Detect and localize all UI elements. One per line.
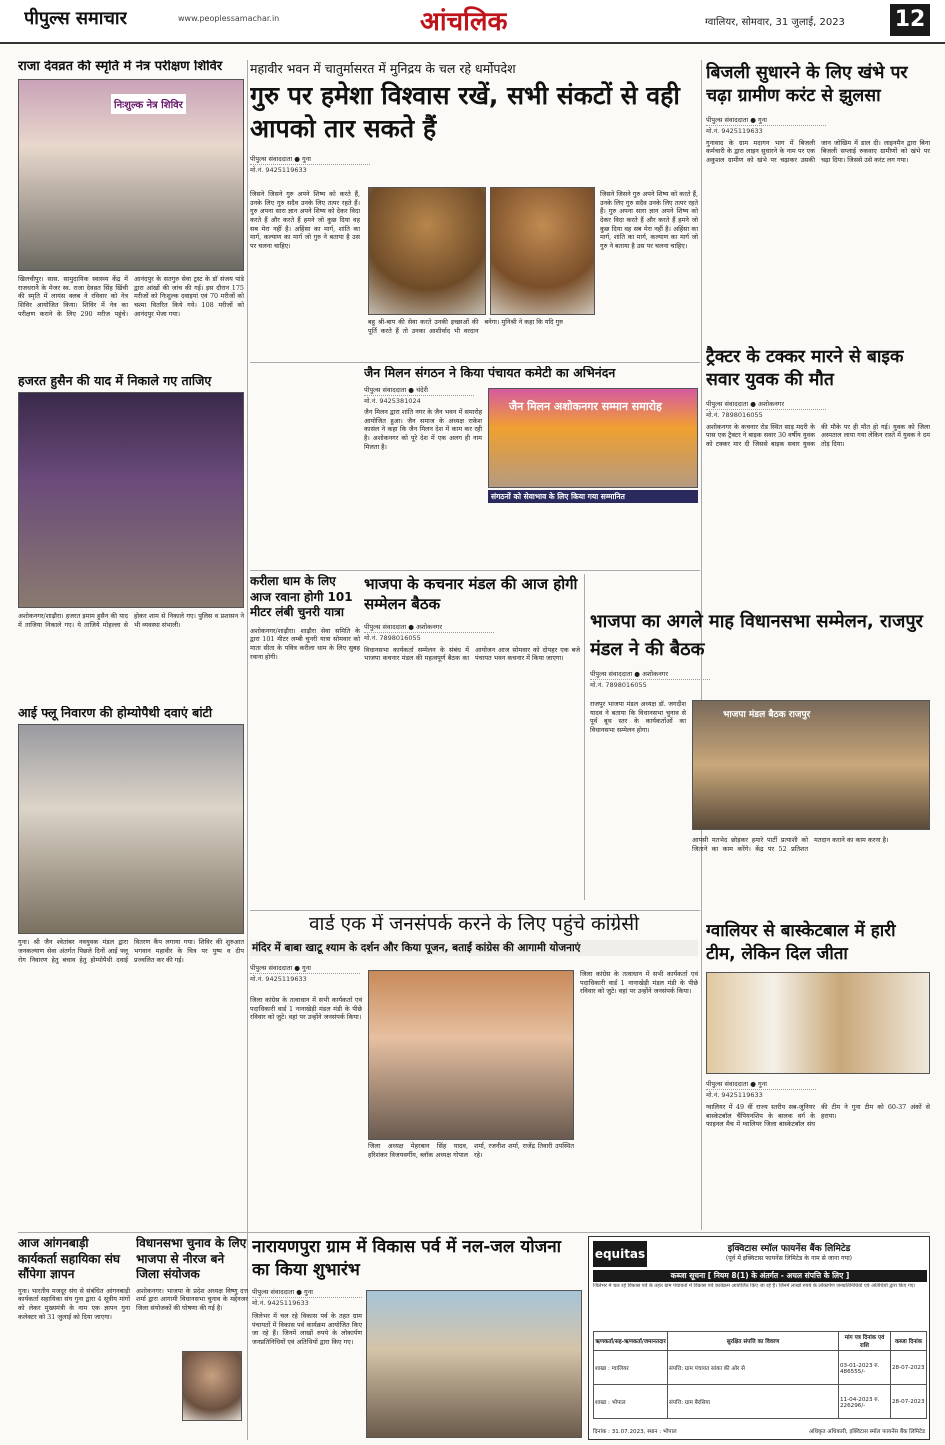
headline: आई फ्लू निवारण की होम्योपैथी दवाएं बांटी bbox=[18, 706, 213, 720]
headline: करीला धाम के लिए आज रवाना होगी 101 मीटर लंबी चुनरी यात्रा bbox=[250, 574, 353, 620]
equitas-logo: equitas bbox=[593, 1241, 647, 1267]
notice-title: कब्जा सूचना [ नियम 8(1) के अंतर्गत - अचल संपत्ति के लिए ] bbox=[593, 1270, 927, 1282]
body: गुनावाद के ग्राम मदागन भाग में बिजली कर्मचारी के द्वारा लाइन सुधारने के नाम पर एक अकुशल ग्रामीण को खंभे पर चढ़ाकर उसकी जान जोखिम में डाल दी। लाइनमैन द्वारा बिना बिजली सप्लाई रुकवाए ग्रामीणों को खंभे पर चढ़ा दिया। जिससे उसे करंट लग गया। bbox=[706, 138, 930, 164]
body: विधानसभा कार्यकर्ता सम्मेलन के संबंध में भाजपा कचनार मंडल की महत्वपूर्ण बैठक का आयोजन आज सोमवार को दोपहर एक बजे पंचायत भवन कचनार में किया जाएगा। bbox=[364, 645, 580, 663]
story-tazia bbox=[18, 374, 244, 678]
col-header: कब्जा दिनांक bbox=[891, 1332, 927, 1351]
body: जिला कांग्रेस के तत्वाधान में सभी कार्यकर्ता एवं पदाधिकारी वार्ड 1 नानाखेड़ी मंडल मंडी के पीछे रविवार को जुटे। वहां पर उन्होंने जनसंपर्क किया। bbox=[250, 996, 362, 1022]
notice-footer-left: दिनांक : 31.07.2023, स्थान : भोपाल bbox=[593, 1429, 677, 1435]
byline: पीपुल्स संवाददाता ● गुना bbox=[706, 1078, 816, 1090]
story-eye-camp bbox=[18, 60, 244, 370]
mobile: मो.नं. 9425119633 bbox=[706, 126, 763, 135]
mobile: मो.नं. 9425381024 bbox=[364, 397, 421, 406]
headline: भाजपा के कचनार मंडल की आज होगी सम्मेलन बैठक bbox=[364, 575, 578, 614]
story-jain-milan bbox=[364, 366, 698, 568]
body: जैन मिलन द्वारा शांति नगर के जैन भवन में समारोह आयोजित हुआ। जैन समाज के अध्यक्ष राकेश कासंल ने कहा कि जैन मिलन देश में काम कर रही है। अशोकनगर को पूरे देश में एक अलग ही नाम मिलता है। bbox=[364, 408, 482, 451]
headline: ट्रैक्टर के टक्कर मारने से बाइक सवार युवक की मौत bbox=[706, 347, 904, 390]
body: जिसने जिसने गुरु अपने शिष्य को करते हैं, उनके लिए गुरु सदैव उनके लिए तत्पर रहते हैं। गुरु अपना सारा ज्ञान अपने शिष्य को देकर विदा करते हैं और करते हैं हमने जो कुछ दिया वह सब मेरा नहीं है। अहिंसा का मार्ग, शांति का मार्ग, कल्याण का मार्ग जो गुरु ने बताया है उस पर चलना चाहिए। bbox=[250, 190, 360, 250]
col-header: ऋणकर्ता/सह-ऋणकर्ता/जमानतदार bbox=[594, 1332, 668, 1351]
photo bbox=[18, 724, 244, 934]
subheadline: मंदिर में बाबा खाटू श्याम के दर्शन और किया पूजन, बताईं कांग्रेस की आगामी योजनाएं bbox=[250, 940, 698, 956]
kicker: महावीर भवन में चातुर्मासरत में मुनिद्रय के चल रहे धर्मोपदेश bbox=[250, 62, 516, 76]
mobile: मो.नं. 7898016055 bbox=[364, 633, 421, 642]
body: गुना। भारतीय मजदूर संघ से संबंधित आंगनबाड़ी कार्यकर्ता सहायिका संघ गुना द्वारा 4 सूत्रीय मांगों को लेकर मुख्यमंत्री के नाम एक ज्ञापन गुना कलेक्टर को 31 जुलाई को दिया जाएगा। bbox=[18, 1286, 130, 1321]
story-basketball bbox=[706, 920, 930, 1230]
photo-caption: बहु श्री-बाप की सेवा करते उनकी इच्छाओं की पूर्ति करते हैं तो उनका आशीर्वाद भी वरदान बनेगा। मुनिश्री ने कहा कि यदि गुरु bbox=[368, 318, 564, 335]
photo bbox=[366, 1290, 582, 1438]
byline: पीपुल्स संवाददाता ● अशोकनगर bbox=[364, 621, 494, 633]
notice-body: जिलेभर में चल रहे विकास पर्व के तहत ग्राम पंचायतों में विकास पर्व कार्यक्रम आयोजित किए जा रहे हैं। जिनमें लाखों रुपये के लोकार्पण जनप्रतिनिधियों एवं अतिथियों द्वारा किए गए। bbox=[593, 1283, 916, 1289]
headline: बिजली सुधारने के लिए खंभे पर चढ़ा ग्रामीण करंट से झुलसा bbox=[706, 63, 908, 106]
headline: वार्ड एक में जनसंपर्क करने के लिए पहुंचे कांग्रेसी bbox=[308, 914, 640, 935]
table-row: शाखा : भोपाल संपत्ति: ग्राम बैरसिया 11-04-2023 रु. 226296/- 28-07-2023 bbox=[594, 1385, 927, 1419]
photo-banner: भाजपा मंडल बैठक राजपुर bbox=[723, 710, 811, 720]
photo bbox=[488, 388, 698, 488]
byline: पीपुल्स संवाददाता ● अशोकनगर bbox=[590, 668, 710, 680]
byline: पीपुल्स संवाददाता ● अशोकनगर bbox=[706, 398, 826, 410]
photo-caption: आपसी मतभेद छोड़कर हमारे पार्टी प्रत्याशी को जिताने का काम करेंगे। केंद्र पर 52 प्रतिशत मतदान कराने का काम करना है। bbox=[692, 836, 889, 853]
photo-portrait bbox=[182, 1351, 242, 1421]
story-lineman-shock bbox=[706, 62, 930, 334]
photo bbox=[18, 392, 244, 608]
byline: पीपुल्स संवाददाता ● चंदेरी bbox=[364, 384, 474, 396]
story-karila-chunri bbox=[250, 574, 360, 908]
dateline: ग्वालियर, सोमवार, 31 जुलाई, 2023 bbox=[705, 17, 845, 28]
col-header: मांग पत्र दिनांक एवं राशि bbox=[839, 1332, 891, 1351]
col-header: सुरक्षित संपत्ति का विवरण bbox=[668, 1332, 839, 1351]
photo bbox=[18, 79, 244, 271]
photo-caption: जिला अध्यक्ष मेहरबान सिंह यादव, हरिशंकर विजयवर्गीय, ब्लॉक अध्यक्ष गोपाल शर्मा, रजनीश शर्मा, राजेंद्र तिवारी उपस्थित रहे। bbox=[368, 1142, 574, 1159]
body-continued: जिसने जिसने गुरु अपने शिष्य को करते हैं, उनके लिए गुरु सदैव उनके लिए तत्पर रहते हैं। गुरु अपना सारा ज्ञान अपने शिष्य को देकर विदा करते हैं और करते हैं हमने जो कुछ दिया वह सब मेरा नहीं है। अहिंसा का मार्ग, शांति का मार्ग, कल्याण का मार्ग जो गुरु ने बताया है उस पर चलना चाहिए। bbox=[600, 190, 698, 250]
photo bbox=[368, 970, 574, 1140]
photo-monk-1 bbox=[368, 187, 486, 315]
bank-sub: (पूर्व में इक्विटास फायनेंस लिमिटेड के नाम से जाना गया) bbox=[725, 1255, 853, 1262]
photo bbox=[692, 700, 930, 830]
story-tractor-accident bbox=[706, 346, 930, 576]
photo-monk-2 bbox=[490, 187, 595, 315]
body: अशोकनगर। भाजपा के प्रदेश अध्यक्ष विष्णु दत्त शर्मा द्वारा आगामी विधानसभा चुनाव के मद्देनजर जिला संयोजकों की घोषणा की गई है। bbox=[136, 1286, 248, 1313]
headline: ग्वालियर से बास्केटबाल में हारी टीम, लेकिन दिल जीता bbox=[706, 921, 896, 964]
byline: पीपुल्स संवाददाता ● गुना bbox=[252, 1286, 362, 1298]
headline: हजरत हुसैन की याद में निकाले गए ताजिए bbox=[18, 374, 212, 388]
table-row: शाखा : ग्वालियर संपत्ति: ग्राम पंचायत सांका की ओर से 03-01-2023 रु. 486555/- 28-07-2023 bbox=[594, 1351, 927, 1385]
story-congress-ward1 bbox=[250, 914, 698, 1232]
notice-table bbox=[593, 1331, 927, 1419]
story-anganwadi bbox=[18, 1236, 130, 1440]
photo-caption: संगठनों को सेवाभाव के लिए किया गया सम्मानित bbox=[488, 490, 698, 503]
notice-footer-right: अधिकृत अधिकारी, इक्विटास स्मॉल फायनेंस बैंक लिमिटेड bbox=[808, 1429, 925, 1435]
body: राजपुर भाजपा मंडल अध्यक्ष डॉ. जगदीश यादव ने बताया कि विधानसभा चुनाव से पूर्व बूथ स्तर के कार्यकर्ताओं का विधानसभा सम्मेलन होगा। bbox=[590, 700, 686, 734]
body: अशोकनगर/शाढ़ौरा। शाढ़ौरा सेवा समिति के द्वारा 101 मीटर लम्बी चुनरी यात्रा सोमवार को माता सीता के पवित्र करीला धाम के लिए सुबह रवाना होगी। bbox=[250, 626, 360, 661]
body: ग्वालियर में 49 वीं राज्य स्तरीय सब-जूनियर बास्केटबॉल चैंपियनशिप के बालक वर्ग के फाइनल मैच में ग्वालियर जिला बास्केटबॉल संघ की टीम ने गुना टीम को 60-37 अंकों से हराया। bbox=[706, 1102, 930, 1129]
section-title: आंचलिक bbox=[420, 7, 508, 37]
photo-banner: जैन मिलन अशोकनगर सम्मान समारोह bbox=[509, 400, 662, 413]
page-number: 12 bbox=[890, 4, 930, 36]
story-nal-jal bbox=[252, 1236, 582, 1440]
body: जिलेभर में चल रहे विकास पर्व के तहत ग्राम पंचायतों में विकास पर्व कार्यक्रम आयोजित किए जा रहे हैं। जिनमें लाखों रुपये के लोकार्पण जनप्रतिनिधियों एवं अतिथियों द्वारा किए गए। bbox=[252, 1312, 362, 1346]
body: गुना। श्री जैन श्वेतांबर नवयुवक मंडल द्वारा जनकल्याण सेवा अंतर्गत पिछले दिनों आई फ्लू रोग निवारण हेतु बचाव हेतु होम्योपैथी दवाई वितरण कैंप लगाया गया। शिविर की शुरुआत भगवान महावीर के चित्र पर पुष्प व दीप प्रज्वलित कर की गई। bbox=[18, 938, 244, 964]
equitas-notice bbox=[588, 1236, 930, 1440]
mobile: मो.नं. 9425119633 bbox=[250, 974, 307, 983]
paper-logo: पीपुल्स समाचार bbox=[24, 8, 127, 29]
story-neeraj-convenor bbox=[136, 1236, 248, 1440]
body: खिलचीपुर। सास. सामुदायिक स्वास्थ्य केंद्र में राजधरानेे के मेजर स्व. राजा देवव्रत सिंह खिंची की स्मृति में लायंस क्लब ने रविवार को नेत्र शिविर आयोजित किया। शिविर में नेत्र का परीक्षण कराने के लिए 290 मरीज पहुंचे। आनंदपुर के सतगुरु सेवा ट्रस्ट के डॉ संजय पांडे द्वारा आंखों की जांच की गई। इस दौरान 175 मरीजों को निःशुल्क दवाइयां एवं 70 मरीजों को चश्मा वितरित किये गये। 108 मरीजों को आनंदपुर भेजा गया। bbox=[18, 274, 244, 318]
mobile: मो.नं. 7898016055 bbox=[706, 410, 763, 419]
headline: विधानसभा चुनाव के लिए भाजपा से नीरज बने जिला संयोजक bbox=[136, 1236, 247, 1282]
headline: जैन मिलन संगठन ने किया पंचायत कमेटी का अभिनंदन bbox=[364, 366, 616, 380]
mobile: मो.नं. 9425119633 bbox=[706, 1090, 763, 1099]
website: www.peoplessamachar.in bbox=[178, 14, 280, 23]
headline: गुरु पर हमेशा विश्वास रखें, सभी संकटों से वही आपको तार सकते हैं bbox=[250, 81, 680, 143]
story-muni-sermon bbox=[250, 62, 698, 362]
bank-name: इक्विटास स्मॉल फायनेंस बैंक लिमिटेड bbox=[727, 1244, 851, 1254]
story-kachnar-mandal bbox=[364, 574, 580, 900]
byline: पीपुल्स संवाददाता ● गुना bbox=[706, 114, 826, 126]
mobile: मो.नं. 7898016055 bbox=[590, 680, 647, 689]
headline: आज आंगनबाड़ी कार्यकर्ता सहायिका संघ सौंपेगा ज्ञापन bbox=[18, 1236, 120, 1282]
headline: नारायणपुरा ग्राम में विकास पर्व में नल-जल योजना का किया शुभारंभ bbox=[252, 1237, 562, 1280]
body-right: जिला कांग्रेस के तत्वाधान में सभी कार्यकर्ता एवं पदाधिकारी वार्ड 1 नानाखेड़ी मंडल मंडी के पीछे रविवार को जुटे। वहां पर उन्होंने जनसंपर्क किया। bbox=[580, 970, 698, 996]
story-rajpur-mandal bbox=[590, 608, 930, 908]
headline: भाजपा का अगले माह विधानसभा सम्मेलन, राजपुर मंडल ने की बैठक bbox=[590, 611, 923, 660]
masthead bbox=[0, 0, 945, 44]
byline: पीपुल्स संवाददाता ● गुना bbox=[250, 153, 370, 165]
story-eye-flu bbox=[18, 706, 244, 1126]
body: अशोकनगर के कचनार रोड स्थित साड़ मदरी के पास एक ट्रैक्टर ने बाइक सवार 30 वर्षीय युवक को टक्कर मार दी जिससे बाइक सवार युवक की मौके पर ही मौत हो गई। युवक को जिला अस्पताल लाया गया लेकिन रास्ते में युवक ने दम तोड़ दिया। bbox=[706, 422, 930, 448]
photo-banner: निःशुल्क नेत्र शिविर bbox=[111, 94, 186, 114]
mobile: मो.नं. 9425119633 bbox=[252, 1298, 309, 1307]
photo bbox=[706, 972, 930, 1074]
headline: राजा देवव्रत की स्मृति में नेत्र परीक्षण शिविर bbox=[18, 60, 223, 74]
byline: पीपुल्स संवाददाता ● गुना bbox=[250, 962, 360, 974]
mobile: मो.नं. 9425119633 bbox=[250, 166, 307, 175]
body: अशोकनगर/शाढ़ौरा। हजरत इमाम हुसैन की याद में ताजिया निकाले गए। ये ताजिये मोहल्ला से होकर शाम से निकाले गए। पुलिस व प्रशासन ने भी व्यवस्था संभाली। bbox=[18, 612, 244, 630]
